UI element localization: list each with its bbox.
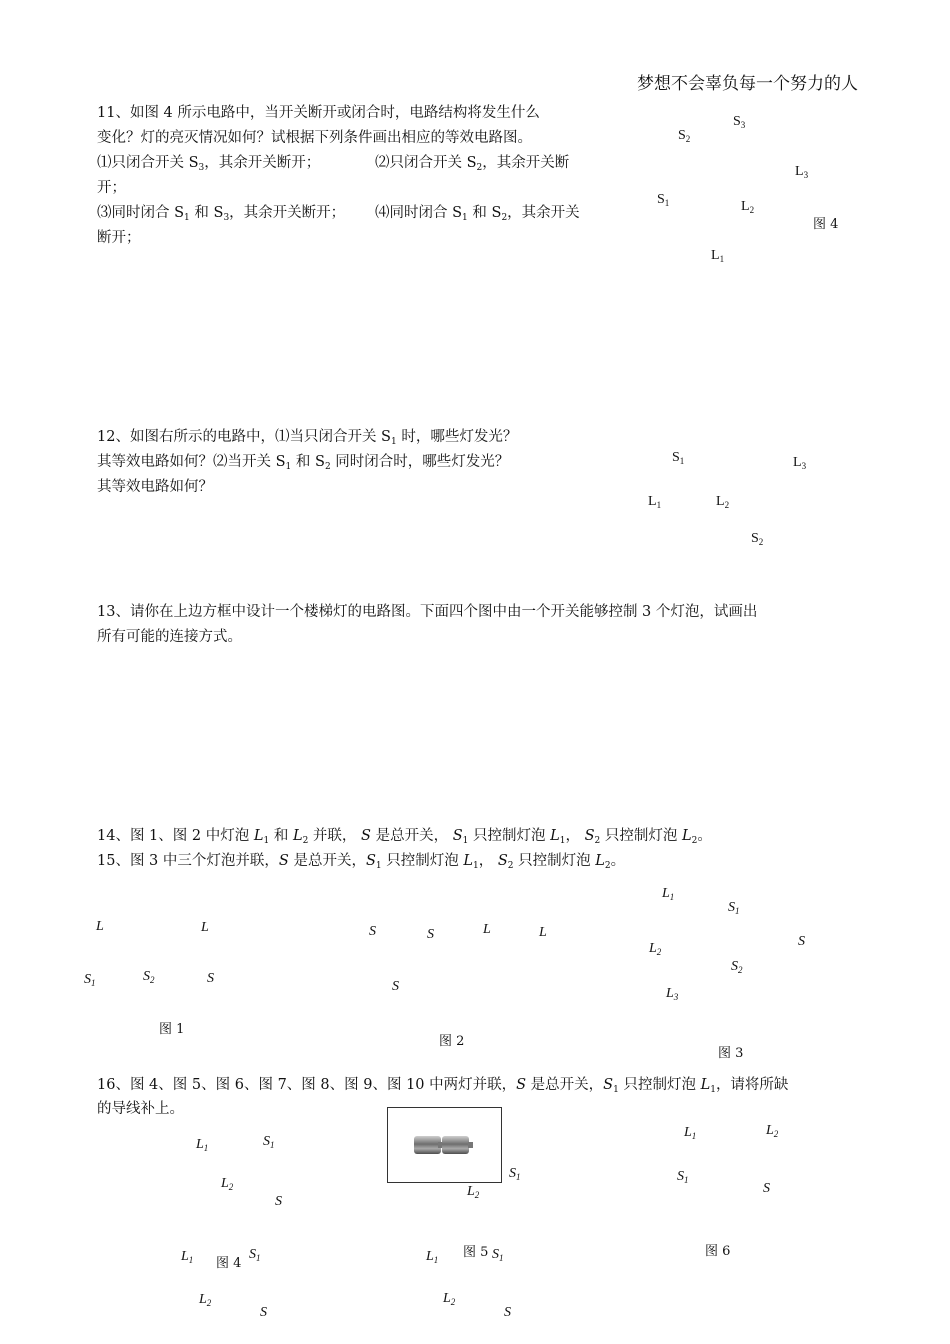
- fig2-label-l-b: L: [539, 925, 547, 940]
- q12-label-l2: $L_2$: [716, 494, 730, 510]
- fig4-label-s3: $S_3$: [733, 114, 746, 130]
- q14-text: 14、图 1、图 2 中灯泡 $L_1$ 和 $L_2$ 并联， S 是总开关， $S_1$ 只控制灯泡 $L_1$， $S_2$ 只控制灯泡 $L_2$。: [97, 828, 712, 846]
- fig3-label-l1: $L_1$: [662, 886, 675, 902]
- q13-line1: 13、请你在上边方框中设计一个楼梯灯的电路图。下面四个图中由一个开关能够控制 3 个灯泡，试画出: [97, 604, 758, 620]
- fig2-label-s-a: S: [369, 924, 376, 939]
- q11-cond2: ⑵只闭合开关 $S_2$，其余开关断: [375, 155, 570, 173]
- q11-cond2-cont: 开；: [97, 180, 126, 196]
- fig3-label-l3: $L_3$: [666, 986, 679, 1002]
- fig5-circuit-box: [387, 1107, 502, 1183]
- fig3-caption: 图 3: [718, 1046, 744, 1061]
- fig4-label-l2: $L_2$: [741, 199, 755, 215]
- q13-line2: 所有可能的连接方式。: [97, 629, 242, 645]
- fig1-caption: 图 1: [159, 1022, 185, 1037]
- q11-cond3: ⑶同时闭合 $S_1$ 和 $S_3$，其余开关断开；: [97, 205, 346, 223]
- q11-line1: 11、如图 4 所示电路中，当开关断开或闭合时，电路结构将发生什么: [97, 105, 540, 121]
- fig8-label-l1: $L_1$: [426, 1249, 439, 1265]
- fig1-label-l-right: L: [201, 920, 209, 935]
- fig1-label-s1: $S_1$: [84, 972, 96, 988]
- fig7-label-l1: $L_1$: [181, 1249, 194, 1265]
- fig8-label-l2: $L_2$: [443, 1291, 456, 1307]
- fig2-label-s-c: S: [392, 979, 399, 994]
- fig5-caption: 图 5: [463, 1245, 489, 1260]
- q11-cond4-cont: 断开；: [97, 230, 141, 246]
- q11-cond4: ⑷同时闭合 $S_1$ 和 $S_2$，其余开关: [375, 205, 580, 223]
- q12-line3: 其等效电路如何？: [97, 479, 213, 495]
- fig6-label-s1: $S_1$: [677, 1169, 689, 1185]
- fig3-label-s1: $S_1$: [728, 900, 740, 916]
- fig4-label-l1: $L_1$: [711, 248, 725, 264]
- fig6-label-s: S: [763, 1181, 770, 1196]
- fig3-label-s: S: [798, 934, 805, 949]
- fig6-caption: 图 6: [705, 1244, 731, 1259]
- fig8-label-s: S: [504, 1305, 511, 1320]
- fig6-label-l1: $L_1$: [684, 1125, 697, 1141]
- q16-line1: 16、图 4、图 5、图 6、图 7、图 8、图 9、图 10 中两灯并联，S 是总开关，$S_1$ 只控制灯泡 $L_1$，请将所缺: [97, 1077, 789, 1095]
- q16-line2: 的导线补上。: [97, 1101, 184, 1117]
- q12-label-s2: $S_2$: [751, 531, 764, 547]
- fig5-label-s1-lower: $S_1$: [492, 1247, 504, 1263]
- fig2-label-s-b: S: [427, 927, 434, 942]
- fig7-caption: 图 4: [216, 1256, 242, 1271]
- q12-line2: 其等效电路如何？⑵当开关 $S_1$ 和 $S_2$ 同时闭合时，哪些灯发光？: [97, 454, 510, 472]
- q12-label-s1: $S_1$: [672, 450, 685, 466]
- header-motto: 梦想不会辜负每一个努力的人: [637, 74, 858, 94]
- fig5-label-l2: $L_2$: [467, 1184, 480, 1200]
- q16-fig4-label-s: S: [275, 1194, 282, 1209]
- q16-fig4-label-l2: $L_2$: [221, 1176, 234, 1192]
- fig4-caption: 图 4: [813, 217, 839, 232]
- fig7-label-l2: $L_2$: [199, 1292, 212, 1308]
- fig4-label-l3: $L_3$: [795, 164, 809, 180]
- fig5-bulb-terminal-icon: [468, 1142, 473, 1148]
- q11-line2: 变化？灯的亮灭情况如何？试根据下列条件画出相应的等效电路图。: [97, 130, 532, 146]
- fig1-label-s: S: [207, 971, 214, 986]
- fig3-label-l2: $L_2$: [649, 941, 662, 957]
- q11-cond1: ⑴只闭合开关 $S_3$，其余开关断开；: [97, 155, 321, 173]
- q16-fig4-label-l1: $L_1$: [196, 1137, 209, 1153]
- fig2-label-l-a: L: [483, 922, 491, 937]
- q12-label-l3: $L_3$: [793, 455, 807, 471]
- q12-label-l1: $L_1$: [648, 494, 662, 510]
- fig2-caption: 图 2: [439, 1034, 465, 1049]
- fig5-label-s1: $S_1$: [509, 1166, 521, 1182]
- fig4-label-s2: $S_2$: [678, 128, 691, 144]
- fig1-label-l-left: L: [96, 919, 104, 934]
- fig1-label-s2: $S_2$: [143, 969, 155, 985]
- fig7-label-s1: $S_1$: [249, 1247, 261, 1263]
- fig5-bulb-left-icon: [414, 1136, 441, 1154]
- q16-fig4-label-s1: $S_1$: [263, 1134, 275, 1150]
- fig7-label-s: S: [260, 1305, 267, 1320]
- q15-text: 15、图 3 中三个灯泡并联，S 是总开关，$S_1$ 只控制灯泡 $L_1$， $S_2$ 只控制灯泡 $L_2$。: [97, 853, 626, 871]
- fig6-label-l2: $L_2$: [766, 1123, 779, 1139]
- q12-line1: 12、如图右所示的电路中，⑴当只闭合开关 $S_1$ 时，哪些灯发光？: [97, 429, 518, 447]
- fig3-label-s2: $S_2$: [731, 959, 743, 975]
- fig5-bulb-right-icon: [442, 1136, 469, 1154]
- fig4-label-s1: $S_1$: [657, 192, 670, 208]
